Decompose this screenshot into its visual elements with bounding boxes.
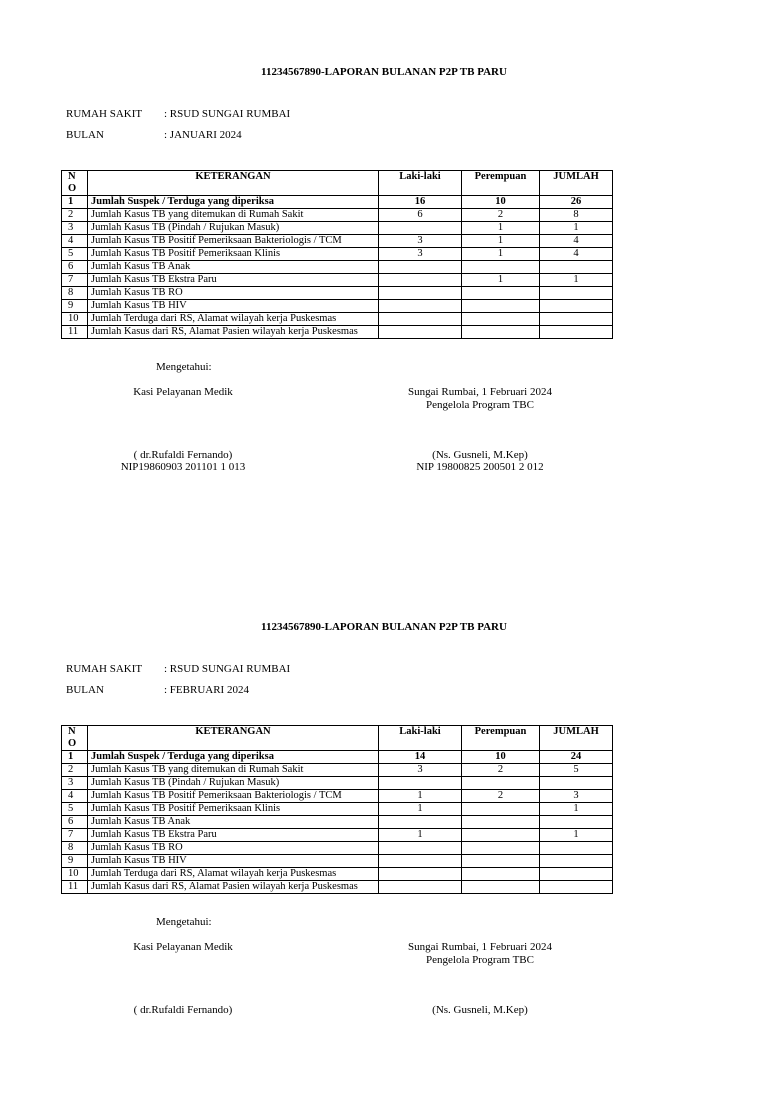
table-row <box>62 790 613 803</box>
row-jumlah: 24 <box>540 751 613 764</box>
row-perempuan: 2 <box>462 790 540 803</box>
table-row <box>62 313 613 326</box>
table-row <box>62 222 613 235</box>
row-keterangan: Jumlah Kasus TB (Pindah / Rujukan Masuk) <box>88 222 379 235</box>
header-perempuan: Perempuan <box>462 171 540 196</box>
left-signer-name: ( dr.Rufaldi Fernando) <box>133 1004 233 1016</box>
table-row <box>62 300 613 313</box>
row-no: 8 <box>62 287 88 300</box>
table-row <box>62 842 613 855</box>
row-no: 7 <box>62 829 88 842</box>
table-row <box>62 764 613 777</box>
right-signer-name: (Ns. Gusneli, M.Kep) <box>432 449 528 461</box>
bulan-value: : JANUARI 2024 <box>164 129 242 141</box>
mengetahui-label: Mengetahui: <box>156 916 212 928</box>
row-jumlah: 4 <box>540 235 613 248</box>
row-no: 7 <box>62 274 88 287</box>
row-jumlah: 5 <box>540 764 613 777</box>
row-laki: 3 <box>379 248 462 261</box>
row-keterangan: Jumlah Kasus TB Anak <box>88 261 379 274</box>
right-signer-role: Pengelola Program TBC <box>426 399 534 411</box>
table-row <box>62 209 613 222</box>
row-jumlah: 4 <box>540 248 613 261</box>
row-laki <box>379 777 462 790</box>
row-laki <box>379 222 462 235</box>
right-signer-name: (Ns. Gusneli, M.Kep) <box>432 1004 528 1016</box>
row-keterangan: Jumlah Kasus TB yang ditemukan di Rumah Sakit <box>88 209 379 222</box>
row-perempuan: 1 <box>462 274 540 287</box>
row-no: 10 <box>62 868 88 881</box>
table-row <box>62 881 613 894</box>
left-signer-name: ( dr.Rufaldi Fernando) <box>133 449 233 461</box>
row-no: 9 <box>62 855 88 868</box>
row-jumlah <box>540 313 613 326</box>
row-no: 8 <box>62 842 88 855</box>
table-row <box>62 248 613 261</box>
row-keterangan: Jumlah Kasus dari RS, Alamat Pasien wilayah kerja Puskesmas <box>88 326 379 339</box>
row-jumlah <box>540 816 613 829</box>
row-laki <box>379 261 462 274</box>
table-row <box>62 196 613 209</box>
row-no: 2 <box>62 764 88 777</box>
row-jumlah: 3 <box>540 790 613 803</box>
table-row <box>62 261 613 274</box>
row-keterangan: Jumlah Suspek / Terduga yang diperiksa <box>88 196 379 209</box>
table-row <box>62 855 613 868</box>
row-keterangan: Jumlah Kasus TB RO <box>88 842 379 855</box>
report-title: 11234567890-LAPORAN BULANAN P2P TB PARU <box>261 66 507 78</box>
row-keterangan: Jumlah Suspek / Terduga yang diperiksa <box>88 751 379 764</box>
rumah-sakit-row <box>66 108 290 120</box>
row-perempuan <box>462 326 540 339</box>
row-perempuan: 1 <box>462 248 540 261</box>
bulan-row <box>66 684 249 696</box>
row-laki <box>379 868 462 881</box>
row-no: 10 <box>62 313 88 326</box>
table-row <box>62 829 613 842</box>
row-no: 11 <box>62 881 88 894</box>
header-perempuan: Perempuan <box>462 726 540 751</box>
header-laki: Laki-laki <box>379 726 462 751</box>
row-perempuan <box>462 261 540 274</box>
header-keterangan: KETERANGAN <box>88 726 379 751</box>
row-perempuan <box>462 855 540 868</box>
table-row <box>62 868 613 881</box>
rumah-sakit-row <box>66 663 290 675</box>
row-no: 5 <box>62 248 88 261</box>
row-laki: 1 <box>379 790 462 803</box>
row-perempuan <box>462 829 540 842</box>
row-keterangan: Jumlah Kasus dari RS, Alamat Pasien wilayah kerja Puskesmas <box>88 881 379 894</box>
row-perempuan: 2 <box>462 764 540 777</box>
rumah-sakit-label: RUMAH SAKIT <box>66 663 143 675</box>
row-keterangan: Jumlah Kasus TB (Pindah / Rujukan Masuk) <box>88 777 379 790</box>
row-no: 6 <box>62 816 88 829</box>
table-header-row <box>62 726 613 751</box>
table-row <box>62 326 613 339</box>
row-jumlah: 1 <box>540 222 613 235</box>
table-row <box>62 803 613 816</box>
row-keterangan: Jumlah Terduga dari RS, Alamat wilayah kerja Puskesmas <box>88 868 379 881</box>
row-no: 2 <box>62 209 88 222</box>
row-jumlah <box>540 855 613 868</box>
row-keterangan: Jumlah Kasus TB yang ditemukan di Rumah Sakit <box>88 764 379 777</box>
row-perempuan: 1 <box>462 235 540 248</box>
row-keterangan: Jumlah Kasus TB Ekstra Paru <box>88 274 379 287</box>
rumah-sakit-label: RUMAH SAKIT <box>66 108 143 120</box>
right-signer-nip: NIP 19800825 200501 2 012 <box>416 461 544 473</box>
right-signer-role: Pengelola Program TBC <box>426 954 534 966</box>
row-jumlah <box>540 300 613 313</box>
left-signer-nip: NIP19860903 201101 1 013 <box>120 461 246 473</box>
bulan-row <box>66 129 242 141</box>
row-perempuan <box>462 868 540 881</box>
table-row <box>62 777 613 790</box>
header-no: N O <box>62 726 88 751</box>
row-jumlah <box>540 287 613 300</box>
table-row <box>62 274 613 287</box>
row-jumlah <box>540 326 613 339</box>
row-perempuan: 10 <box>462 196 540 209</box>
header-jumlah: JUMLAH <box>540 726 613 751</box>
table-row <box>62 751 613 764</box>
row-perempuan: 10 <box>462 751 540 764</box>
table-row <box>62 235 613 248</box>
row-jumlah: 1 <box>540 803 613 816</box>
bulan-value: : FEBRUARI 2024 <box>164 684 249 696</box>
row-laki <box>379 287 462 300</box>
row-laki: 1 <box>379 829 462 842</box>
row-no: 3 <box>62 777 88 790</box>
row-no: 4 <box>62 235 88 248</box>
row-perempuan: 2 <box>462 209 540 222</box>
right-place-date: Sungai Rumbai, 1 Februari 2024 <box>408 941 552 953</box>
row-keterangan: Jumlah Kasus TB Positif Pemeriksaan Klinis <box>88 803 379 816</box>
header-jumlah: JUMLAH <box>540 171 613 196</box>
row-perempuan <box>462 300 540 313</box>
bulan-label: BULAN <box>66 684 104 696</box>
row-perempuan <box>462 313 540 326</box>
row-laki <box>379 326 462 339</box>
row-jumlah: 26 <box>540 196 613 209</box>
row-jumlah: 1 <box>540 274 613 287</box>
row-jumlah <box>540 777 613 790</box>
row-laki <box>379 313 462 326</box>
row-jumlah <box>540 868 613 881</box>
row-laki: 6 <box>379 209 462 222</box>
report-table <box>61 170 613 339</box>
row-perempuan <box>462 803 540 816</box>
row-no: 1 <box>62 196 88 209</box>
mengetahui-label: Mengetahui: <box>156 361 212 373</box>
bulan-label: BULAN <box>66 129 104 141</box>
row-laki: 1 <box>379 803 462 816</box>
row-keterangan: Jumlah Kasus TB Ekstra Paru <box>88 829 379 842</box>
row-keterangan: Jumlah Kasus TB HIV <box>88 855 379 868</box>
row-keterangan: Jumlah Kasus TB Positif Pemeriksaan Klinis <box>88 248 379 261</box>
row-jumlah: 1 <box>540 829 613 842</box>
row-perempuan <box>462 881 540 894</box>
row-laki <box>379 300 462 313</box>
table-body <box>62 196 613 339</box>
row-jumlah: 8 <box>540 209 613 222</box>
row-no: 9 <box>62 300 88 313</box>
row-laki <box>379 274 462 287</box>
row-no: 6 <box>62 261 88 274</box>
report-title: 11234567890-LAPORAN BULANAN P2P TB PARU <box>261 621 507 633</box>
row-perempuan <box>462 287 540 300</box>
row-perempuan <box>462 816 540 829</box>
row-perempuan: 1 <box>462 222 540 235</box>
row-keterangan: Jumlah Kasus TB HIV <box>88 300 379 313</box>
row-keterangan: Jumlah Kasus TB Positif Pemeriksaan Bakteriologis / TCM <box>88 790 379 803</box>
row-laki <box>379 816 462 829</box>
table-row <box>62 287 613 300</box>
row-keterangan: Jumlah Kasus TB RO <box>88 287 379 300</box>
row-laki: 3 <box>379 235 462 248</box>
table-body <box>62 751 613 894</box>
row-keterangan: Jumlah Kasus TB Positif Pemeriksaan Bakteriologis / TCM <box>88 235 379 248</box>
rumah-sakit-value: : RSUD SUNGAI RUMBAI <box>164 663 291 675</box>
left-signer-role: Kasi Pelayanan Medik <box>133 941 233 953</box>
right-place-date: Sungai Rumbai, 1 Februari 2024 <box>408 386 552 398</box>
left-signer-role: Kasi Pelayanan Medik <box>133 386 233 398</box>
row-perempuan <box>462 842 540 855</box>
table-row <box>62 816 613 829</box>
row-jumlah <box>540 261 613 274</box>
row-laki <box>379 842 462 855</box>
row-no: 4 <box>62 790 88 803</box>
row-laki: 16 <box>379 196 462 209</box>
header-no: N O <box>62 171 88 196</box>
row-laki <box>379 881 462 894</box>
row-no: 3 <box>62 222 88 235</box>
row-no: 1 <box>62 751 88 764</box>
row-no: 5 <box>62 803 88 816</box>
report-february <box>0 555 768 1110</box>
header-laki: Laki-laki <box>379 171 462 196</box>
row-keterangan: Jumlah Terduga dari RS, Alamat wilayah kerja Puskesmas <box>88 313 379 326</box>
row-perempuan <box>462 777 540 790</box>
row-laki <box>379 855 462 868</box>
row-jumlah <box>540 881 613 894</box>
row-laki: 14 <box>379 751 462 764</box>
rumah-sakit-value: : RSUD SUNGAI RUMBAI <box>164 108 291 120</box>
row-no: 11 <box>62 326 88 339</box>
table-header-row <box>62 171 613 196</box>
row-jumlah <box>540 842 613 855</box>
header-keterangan: KETERANGAN <box>88 171 379 196</box>
row-laki: 3 <box>379 764 462 777</box>
row-keterangan: Jumlah Kasus TB Anak <box>88 816 379 829</box>
report-table <box>61 725 613 894</box>
